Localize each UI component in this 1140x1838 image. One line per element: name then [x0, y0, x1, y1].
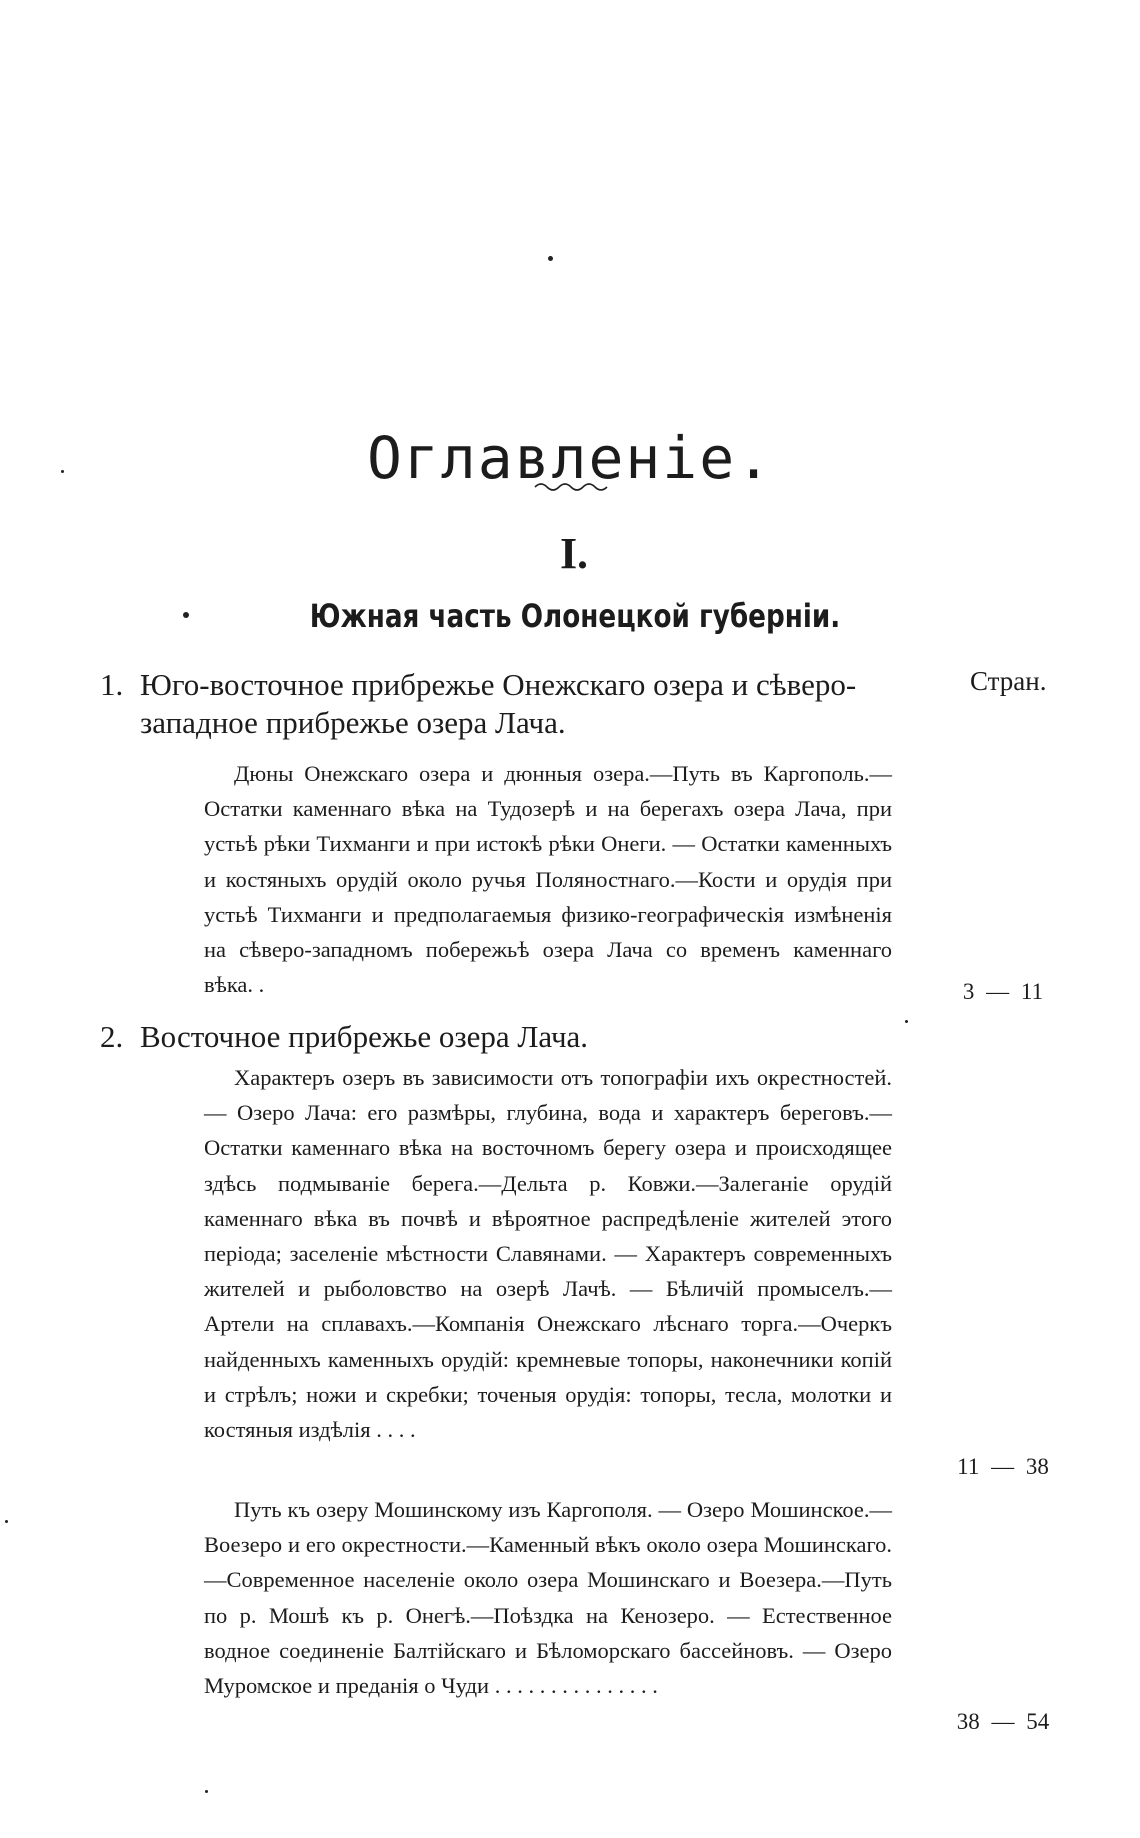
- section-title: Юго-восточное прибрежье Онежскаго озера и сѣверо-западное прибрежье озера Лача.: [140, 667, 857, 740]
- toc-entry-text: [204, 756, 892, 1002]
- page-range: 11 — 38: [957, 1454, 1049, 1479]
- wavy-divider: [533, 480, 613, 494]
- print-speck: [205, 1790, 208, 1793]
- part-number: I.: [559, 529, 589, 578]
- page-range: 3 — 11: [962, 979, 1044, 1004]
- section-heading: [100, 1018, 920, 1056]
- page-title: Оглавленіе.: [366, 423, 774, 492]
- page-range: 38 — 54: [956, 1709, 1050, 1734]
- section-title: Восточное прибрежье озера Лача.: [140, 1019, 589, 1054]
- pages-column-header: Стран.: [970, 666, 1047, 696]
- print-speck: [5, 1520, 8, 1523]
- part-title: Южная часть Олонецкой губерніи.: [309, 597, 841, 635]
- print-speck: [548, 256, 553, 261]
- toc-entry-text: [204, 1060, 892, 1447]
- entry-text: Дюны Онежскаго озера и дюнныя озера.—Путь въ Каргополь.—Остатки каменнаго вѣка на Тудозерѣ и на берегахъ озера Лача, при устьѣ рѣки Тихманги и при истокѣ рѣки Онеги. — Остатки каменныхъ и костяныхъ орудій около ручья Поляностнаго.—Кости и орудія при устьѣ Тихманги и предполагаемыя физико-географическія измѣненія на сѣверо-западномъ побережьѣ озера Лача со временъ каменнаго вѣка. .: [204, 761, 892, 998]
- entry-text: Путь къ озеру Мошинскому изъ Каргополя. — Озеро Мошинское.—Воезеро и его окрестности.—Каменный вѣкъ около озера Мошинскаго.—Современное населеніе около озера Мошинскаго и Воезера.—Путь по р. Мошѣ къ р. Онегѣ.—Поѣздка на Кенозеро. — Естественное водное соединеніе Балтійскаго и Бѣломорскаго бассейновъ. — Озеро Муромское и преданія о Чуди . . . . . . . . . . . . . . .: [204, 1497, 892, 1699]
- section-number: 1.: [100, 667, 124, 702]
- section-heading: [100, 666, 920, 742]
- section-number: 2.: [100, 1019, 124, 1054]
- entry-text: Характеръ озеръ въ зависимости отъ топографіи ихъ окрестностей. — Озеро Лача: его размѣры, глубина, вода и характеръ береговъ.—Остатки каменнаго вѣка на восточномъ берегу озера и происходящее здѣсь подмываніе берега.—Дельта р. Ковжи.—Залеганіе орудій каменнаго вѣка въ почвѣ и вѣроятное распредѣленіе жителей этого періода; заселеніе мѣстности Славянами. — Характеръ современныхъ жителей и рыболовство на озерѣ Лачѣ. — Бѣличій промыселъ.—Артели на сплавахъ.—Компанія Онежскаго лѣснаго торга.—Очеркъ найденныхъ каменныхъ орудій: кремневые топоры, наконечники копій и стрѣлъ; ножи и скребки; точеныя орудія: топоры, тесла, молотки и костяныя издѣлія . . . .: [204, 1065, 892, 1443]
- toc-entry-text: [204, 1492, 892, 1703]
